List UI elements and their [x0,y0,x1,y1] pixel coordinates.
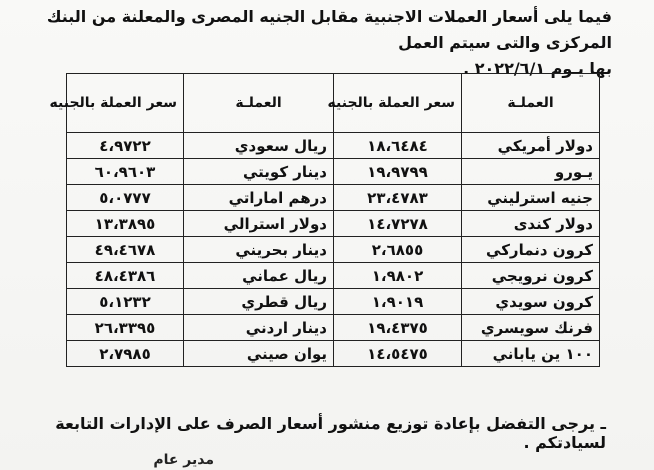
currency-name-right: فرنك سويسري [462,315,600,341]
currency-name-right: كرون نرويجي [462,263,600,289]
table-row [67,315,600,341]
currency-name-left: يوان صيني [184,341,334,367]
rate-value-left: ٤٩،٤٦٧٨ [67,237,184,263]
intro-line-1: فيما يلى أسعار العملات الاجنبية مقابل الجنيه المصرى والمعلنة من البنك المركزى والتى سيتم العمل [46,7,612,52]
currency-name-right: ١٠٠ ين ياباني [462,341,600,367]
table-row [67,237,600,263]
signature-title: مدير عام [153,452,214,468]
rate-value-right: ١٨،٦٤٨٤ [334,133,462,159]
rate-value-left: ٦٠،٩٦٠٣ [67,159,184,185]
currency-name-left: دولار استرالي [184,211,334,237]
header-currency-right: العملـة [462,74,600,133]
currency-name-left: درهم اماراتي [184,185,334,211]
rate-value-left: ١٣،٣٨٩٥ [67,211,184,237]
currency-name-right: كرون سويدي [462,289,600,315]
rate-value-right: ٢،٦٨٥٥ [334,237,462,263]
currency-name-left: ريال عماني [184,263,334,289]
rate-value-left: ٥،١٢٣٢ [67,289,184,315]
currency-name-left: ريال سعودي [184,133,334,159]
rate-value-left: ٢٦،٣٣٩٥ [67,315,184,341]
rate-value-right: ١،٩٠١٩ [334,289,462,315]
rate-value-left: ٤،٩٧٢٢ [67,133,184,159]
header-rate-left: سعر العملة بالجنيه [67,74,184,133]
currency-name-left: دينار كويتي [184,159,334,185]
header-currency-left: العملـة [184,74,334,133]
currency-name-right: يـورو [462,159,600,185]
table-body [67,133,600,367]
table-row [67,185,600,211]
intro-paragraph [32,4,612,82]
currency-name-left: دينار اردني [184,315,334,341]
table-row [67,159,600,185]
currency-name-left: دينار بحريني [184,237,334,263]
rate-value-right: ١٤،٥٤٧٥ [334,341,462,367]
rate-value-left: ٤٨،٤٣٨٦ [67,263,184,289]
header-rate-right: سعر العملة بالجنيه [334,74,462,133]
rate-value-right: ١٤،٧٢٧٨ [334,211,462,237]
distribution-request: ـ يرجى التفضل بإعادة توزيع منشور أسعار الصرف على الإدارات التابعة لسيادتكم . [55,414,606,452]
currency-name-right: دولار كندى [462,211,600,237]
exchange-rates-table [49,73,600,367]
currency-name-left: ريال قطري [184,289,334,315]
table-row [67,289,600,315]
rate-value-left: ٢،٧٩٨٥ [67,341,184,367]
table-row [67,263,600,289]
table-row [67,341,600,367]
rate-value-right: ٢٣،٤٧٨٣ [334,185,462,211]
intro-line-2: بها يـوم ٢٠٢٢/٦/١ . [463,59,612,78]
currency-name-right: جنيه استرليني [462,185,600,211]
rate-value-right: ١٩،٤٣٧٥ [334,315,462,341]
table-row [67,133,600,159]
table-row [67,211,600,237]
rate-value-left: ٥،٠٧٧٧ [67,185,184,211]
currency-name-right: دولار أمريكي [462,133,600,159]
table-header-row [67,74,600,133]
currency-name-right: كرون دنماركي [462,237,600,263]
rate-value-right: ١،٩٨٠٢ [334,263,462,289]
rate-value-right: ١٩،٩٧٩٩ [334,159,462,185]
